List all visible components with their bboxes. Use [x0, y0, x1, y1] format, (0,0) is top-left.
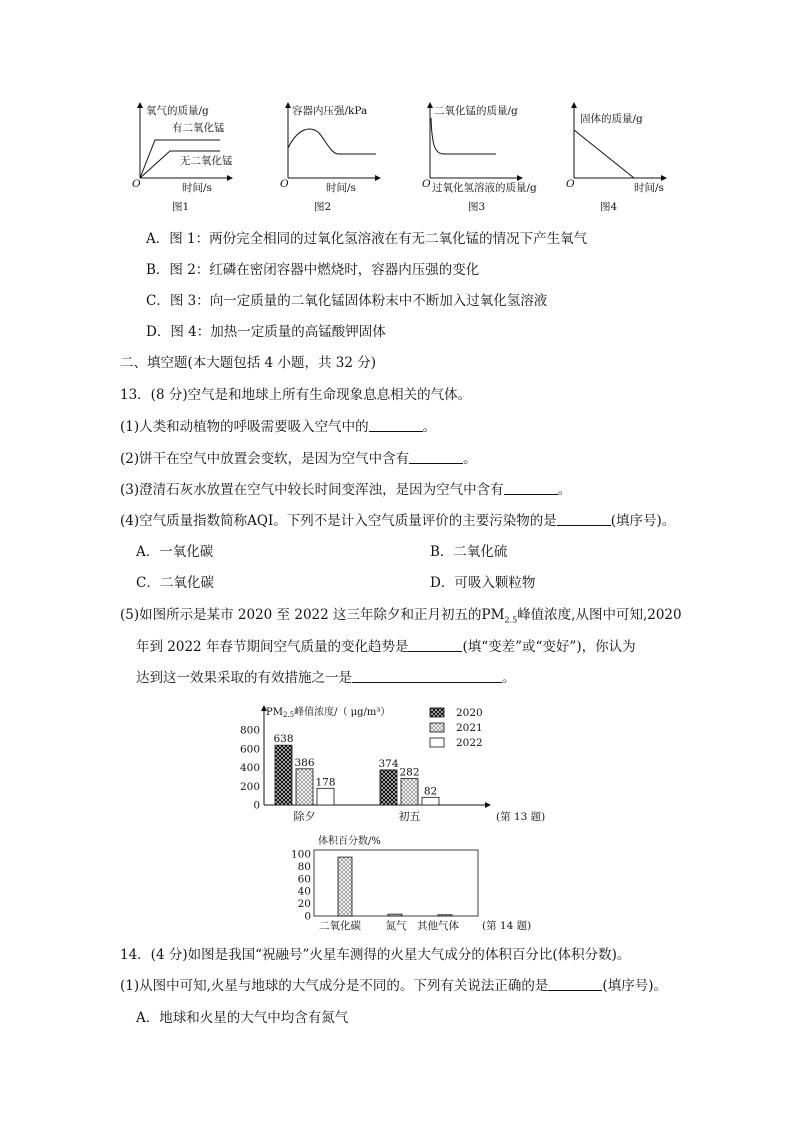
legend-label: 2022 [456, 737, 483, 749]
legend-swatch-2021 [430, 723, 444, 732]
q13-part1-text: (1)人类和动植物的呼吸需要吸入空气中的 [120, 419, 369, 435]
y-tick-label: 600 [239, 743, 260, 756]
legend-swatch-2022 [430, 738, 444, 747]
q12-option-c: C．图 3：向一定质量的二氧化锰固体粉末中不断加入过氧化氢溶液 [146, 293, 548, 309]
graph1-curve-label-2: 无二氧化锰 [180, 155, 233, 167]
bar-value-label: 82 [423, 785, 438, 798]
answer-blank[interactable] [352, 669, 502, 683]
graph3-xlabel: 过氧化氢溶液的质量/g [432, 182, 537, 194]
pressure-curve [288, 129, 376, 154]
q13-part2-period: 。 [463, 451, 477, 467]
section-2-title: 二、填空题(本大题包括 4 小题，共 32 分) [120, 355, 376, 371]
solid-mass-line [574, 130, 634, 178]
graph4-origin: O [566, 178, 575, 190]
q13-part5-text-b: 峰值浓度,从图中可知,2020 [517, 607, 682, 623]
bar-value-label: 282 [399, 766, 420, 779]
chart1-title [266, 705, 390, 719]
chart1-note: (第 13 题) [496, 811, 546, 823]
graph2-xlabel: 时间/s [326, 182, 356, 194]
category-label: 除夕 [293, 810, 316, 823]
q13-part2 [120, 450, 477, 468]
graph-1 [132, 103, 233, 213]
q14-part1-tail: (填序号)。 [602, 978, 667, 994]
graph2-caption: 图2 [314, 201, 332, 213]
q13-part1 [120, 418, 436, 436]
graph1-ylabel: 氧气的质量/g [146, 105, 209, 117]
graph4-ylabel: 固体的质量/g [580, 113, 643, 125]
answer-blank[interactable] [557, 512, 611, 526]
y-tick-label: 40 [297, 885, 311, 898]
graph4-caption: 图4 [600, 201, 618, 213]
pm-label: PM [481, 607, 505, 623]
q13-part5-line2-text-a: 年到 2022 年春节期间空气质量的变化趋势是 [136, 639, 409, 655]
bar-2020-除夕 [275, 745, 292, 805]
graph2-origin: O [280, 178, 289, 190]
graph-4 [566, 103, 666, 213]
y-tick-label: 800 [239, 724, 260, 737]
bar-2022-初五 [422, 797, 439, 805]
graph3-caption: 图3 [468, 201, 486, 213]
graph1-curve-label-1: 有二氧化锰 [172, 122, 225, 134]
graph4-xlabel: 时间/s [634, 182, 664, 194]
y-tick-label: 200 [239, 780, 260, 793]
q13-part4-text: (4)空气质量指数简称AQI。下列不是计入空气质量评价的主要污染物的是 [120, 513, 557, 529]
q13-part2-text: (2)饼干在空气中放置会变软，是因为空气中含有 [120, 451, 410, 467]
pm25-bar-chart [228, 700, 568, 830]
q12-option-b: B．图 2：红磷在密闭容器中燃烧时，容器内压强的变化 [146, 262, 480, 278]
category-label: 初五 [398, 810, 421, 823]
bar-其他气体 [438, 915, 452, 916]
q13-part1-period: 。 [422, 419, 437, 435]
y-tick-label: 80 [297, 860, 311, 873]
q13-option-a: A．一氧化碳 [136, 544, 214, 560]
q13-option-b: B．二氧化硫 [430, 544, 508, 560]
q13-part5-line2-text-b: (填“变差”或“变好”)，你认为 [462, 639, 636, 655]
q13-part5-line3-text: 达到这一效果采取的有效措施之一是 [136, 670, 352, 686]
bar-2021-初五 [401, 779, 418, 805]
graph3-origin: O [422, 178, 431, 190]
q13-option-c: C．二氧化碳 [136, 575, 214, 591]
q14-option-a: A．地球和火星的大气中均含有氮气 [136, 1010, 349, 1026]
chart1-title-main: PM [266, 707, 283, 718]
bar-value-label: 374 [378, 757, 399, 770]
q13-part5-line3-period: 。 [502, 670, 516, 686]
q13-part3 [120, 481, 571, 499]
chart2-note: (第 14 题) [482, 920, 532, 932]
graph1-origin: O [132, 178, 141, 190]
mno2-curve [431, 118, 496, 154]
graph1-caption: 图1 [172, 201, 190, 213]
graph1-xlabel: 时间/s [182, 182, 212, 194]
mars-atmosphere-bar-chart [290, 832, 550, 932]
y-tick-label: 100 [290, 848, 311, 861]
y-tick-label: 0 [253, 799, 260, 812]
graph3-ylabel: 二氧化锰的质量/g [434, 105, 518, 117]
q13-part4 [120, 512, 675, 530]
answer-blank[interactable] [408, 638, 462, 652]
chart2-title: 体积百分数/% [318, 836, 381, 847]
bar-value-label: 178 [315, 776, 336, 789]
answer-blank[interactable] [369, 418, 423, 432]
y-tick-label: 60 [297, 873, 311, 886]
q13-option-d: D．可吸入颗粒物 [430, 575, 536, 591]
q14-part1 [120, 977, 667, 995]
graph-2 [280, 103, 380, 213]
bar-二氧化碳 [338, 857, 352, 916]
bar-2020-初五 [380, 770, 397, 805]
q13-part4-tail: (填序号)。 [610, 513, 676, 529]
q13-part5-line1 [120, 606, 682, 630]
graph2-ylabel: 容器内压强/kPa [292, 105, 368, 117]
bar-value-label: 386 [294, 756, 315, 769]
answer-blank[interactable] [504, 481, 558, 495]
y-tick-label: 20 [297, 898, 311, 911]
bar-2021-除夕 [296, 769, 313, 805]
top-graphs [120, 98, 680, 216]
q12-option-d: D．图 4：加热一定质量的高锰酸钾固体 [146, 324, 386, 340]
q14-stem: 14．(4 分)如图是我国“祝融号”火星车测得的火星大气成分的体积百分比(体积分数)。 [120, 947, 631, 963]
legend-swatch-2020 [430, 708, 444, 717]
pm-subscript: 2.5 [504, 615, 518, 625]
y-tick-label: 0 [304, 910, 311, 923]
q14-part1-text: (1)从图中可知,火星与地球的大气成分是不同的。下列有关说法正确的是 [120, 978, 549, 994]
legend-label: 2020 [456, 707, 483, 719]
chart1-title-sub: 2.5 [282, 711, 295, 719]
q12-option-a: A．图 1：两份完全相同的过氧化氢溶液在有无二氧化锰的情况下产生氧气 [146, 231, 588, 247]
bar-2022-除夕 [317, 788, 334, 805]
graph-3 [422, 103, 537, 213]
q13-part5-text-a: (5)如图所示是某市 2020 至 2022 这三年除夕和正月初五的 [120, 607, 482, 623]
chart1-title-tail: 峰值浓度/（ μg/m³） [294, 707, 391, 718]
bar-value-label: 638 [273, 733, 294, 746]
q13-part5-line3 [136, 669, 516, 687]
q13-part5-line2 [136, 638, 636, 656]
answer-blank[interactable] [409, 450, 463, 464]
legend-label: 2021 [456, 722, 483, 734]
q13-part3-text: (3)澄清石灰水放置在空气中较长时间变浑浊，是因为空气中含有 [120, 482, 504, 498]
category-label: 氮气 [385, 920, 407, 932]
category-label: 其他气体 [417, 920, 459, 932]
answer-blank[interactable] [548, 977, 602, 991]
category-label: 二氧化碳 [319, 920, 361, 932]
bar-氮气 [388, 914, 402, 916]
q13-part3-period: 。 [557, 482, 572, 498]
y-tick-label: 400 [239, 762, 260, 774]
q13-stem: 13．(8 分)空气是和地球上所有生命现象息息相关的气体。 [120, 387, 472, 403]
